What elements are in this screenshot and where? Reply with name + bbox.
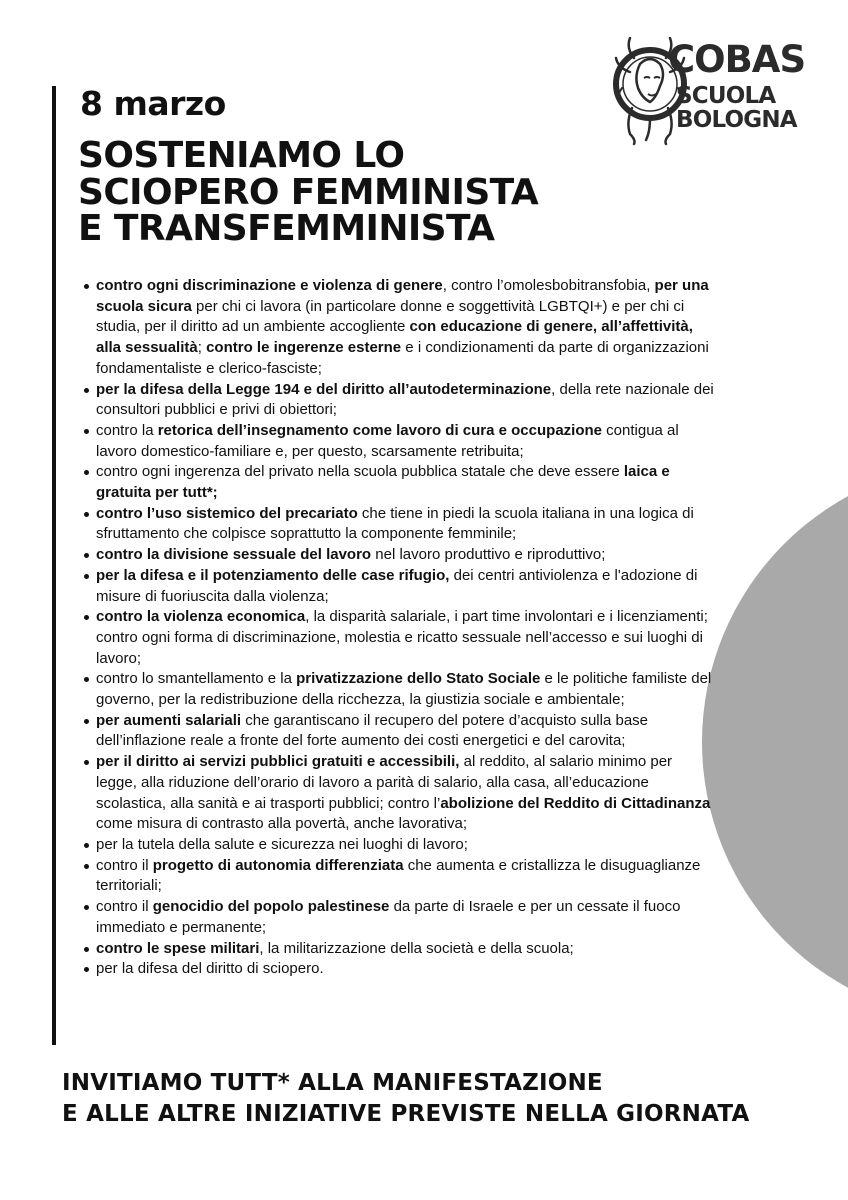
emphasized-text: privatizzazione dello Stato Sociale	[296, 670, 541, 688]
item-text: e i condizionamenti da parte di organizzazioni fondamentaliste e clerico-fasciste;	[96, 339, 709, 377]
item-text: contro ogni ingerenza del privato nella scuola pubblica statale che deve essere	[96, 463, 624, 481]
decorative-gray-circle	[702, 462, 848, 1022]
emphasized-text: per la difesa e il potenziamento delle case rifugio,	[96, 566, 450, 584]
item-text: contro lo smantellamento e la	[96, 670, 297, 688]
item-text: contro la	[96, 421, 158, 439]
item-text: contigua al lavoro domestico-familiare e, per questo, scarsamente retribuita;	[96, 421, 679, 460]
item-text: , contro l’omolesbobitransfobia,	[442, 277, 655, 294]
demands-list	[96, 276, 714, 980]
item-text: , la militarizzazione della società e della scuola;	[259, 939, 574, 957]
title-line: SOSTENIAMO LO	[78, 135, 405, 176]
list-item	[96, 380, 714, 421]
list-item	[96, 897, 714, 938]
item-text: che tiene in piedi la scuola italiana in una logica di sfruttamento che colpisce soprattutto la componente femminile;	[96, 504, 694, 543]
list-item	[96, 566, 714, 607]
emphasized-text: per una scuola sicura	[96, 277, 709, 315]
emphasized-text: contro le ingerenze esterne	[206, 339, 402, 357]
item-text: per chi ci lavora (in particolare donne e soggettività LGBTQI+) e per chi ci studia, per il diritto ad un ambiente accogliente	[96, 297, 685, 336]
list-item	[96, 669, 714, 710]
title-line: SCIOPERO FEMMINISTA	[78, 171, 539, 213]
emphasized-text: contro la divisione sessuale del lavoro	[96, 546, 372, 564]
emphasized-text: laica e gratuita per tutt*;	[96, 463, 670, 502]
cobas-logo	[610, 28, 805, 146]
emphasized-text: con educazione di genere, all’affettività, alla sessualità	[96, 318, 693, 357]
item-text: e le politiche familiste del governo, per la redistribuzione della ricchezza, la giustizia sociale e ambientale;	[96, 670, 712, 709]
list-item	[96, 607, 714, 669]
item-text: contro il	[96, 898, 153, 916]
item-text: contro il	[96, 856, 153, 874]
list-item	[96, 421, 714, 462]
list-item	[96, 856, 714, 897]
item-text: da parte di Israele e per un cessate il fuoco immediato e permanente;	[96, 898, 681, 936]
event-date: 8 marzo	[80, 84, 226, 123]
emphasized-text: contro le spese militari	[96, 939, 260, 957]
item-text: che garantiscano il recupero del potere d’acquisto sulla base dell’inflazione reale a fronte del forte aumento dei costi energetici e del carovita;	[96, 711, 648, 750]
list-item	[96, 939, 714, 960]
list-item	[96, 462, 714, 503]
emphasized-text: contro ogni discriminazione e violenza di genere	[96, 277, 443, 294]
item-text: ;	[197, 339, 207, 357]
logo-text-scuola: SCUOLA	[676, 83, 776, 109]
list-item	[96, 711, 714, 752]
item-text: per la tutela della salute e sicurezza nei luoghi di lavoro;	[96, 835, 468, 853]
page-title	[78, 135, 539, 249]
item-text: per la difesa del diritto di sciopero.	[96, 960, 324, 978]
title-line: E TRANSFEMMINISTA	[78, 208, 495, 249]
list-item	[96, 752, 714, 835]
emphasized-text: contro la violenza economica	[96, 608, 306, 626]
emphasized-text: abolizione del Reddito di Cittadinanza	[440, 794, 711, 812]
emphasized-text: genocidio del popolo palestinese	[152, 898, 390, 916]
logo-text-cobas: COBAS	[668, 38, 806, 81]
item-text: come misura di contrasto alla povertà, anche lavorativa;	[96, 815, 468, 833]
list-item	[96, 959, 714, 980]
list-item	[96, 276, 714, 380]
cta-line: E ALLE ALTRE INIZIATIVE PREVISTE NELLA GIORNATA	[62, 1101, 750, 1127]
emphasized-text: per il diritto ai servizi pubblici gratuiti e accessibili,	[96, 753, 460, 771]
list-item	[96, 504, 714, 545]
call-to-action	[62, 1068, 749, 1130]
cta-line: INVITIAMO TUTT* ALLA MANIFESTAZIONE	[62, 1070, 603, 1096]
logo-text-bologna: BOLOGNA	[676, 107, 797, 133]
item-text: dei centri antiviolenza e l'adozione di misure di fuoriuscita dalla violenza;	[96, 566, 698, 605]
emphasized-text: contro l’uso sistemico del precariato	[96, 504, 358, 522]
emphasized-text: retorica dell’insegnamento come lavoro di cura e occupazione	[157, 421, 602, 439]
item-text: nel lavoro produttivo e riproduttivo;	[371, 546, 606, 564]
item-text: , della rete nazionale dei consultori pubblici e privi di obiettori;	[96, 380, 714, 419]
item-text: che aumenta e cristallizza le disuguaglianze territoriali;	[96, 856, 701, 895]
item-text: al reddito, al salario minimo per legge, alla riduzione dell’orario di lavoro a parità di salario, alla casa, all’educazione scolastica, alla sanità e ai trasporti pubblici; contro l’	[96, 753, 673, 812]
item-text: , la disparità salariale, i part time involontari e i licenziamenti; contro ogni forma di discriminazione, molestia e ricatto sessuale nell’accesso e sui luoghi di lavoro;	[96, 608, 708, 667]
emphasized-text: per la difesa della Legge 194 e del diritto all’autodeterminazione	[96, 380, 552, 398]
emphasized-text: per aumenti salariali	[96, 711, 242, 729]
vertical-accent-bar	[52, 86, 56, 1045]
emphasized-text: progetto di autonomia differenziata	[152, 856, 404, 874]
list-item	[96, 545, 714, 566]
list-item	[96, 835, 714, 856]
